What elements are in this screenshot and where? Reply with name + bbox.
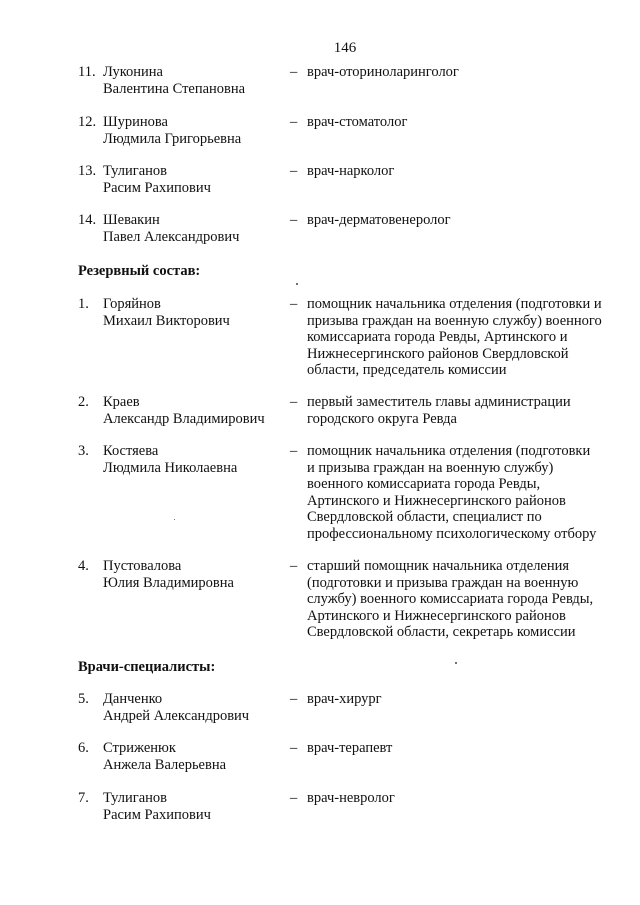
person-role: врач-нарколог [307, 163, 395, 179]
person-role: врач-оториноларинголог [307, 64, 459, 80]
person-name: Шуринова Людмила Григорьевна [103, 114, 242, 147]
person-name: Тулиганов Расим Рахипович [103, 790, 211, 823]
person-role: помощник начальника отделения (подготовки и призыва граждан на военную службу) военного комиссариата города Ревды, Артинского и Нижнесергинского районов Свердловской области, председатель комиссии [307, 296, 602, 378]
entry-number: 12. [78, 114, 97, 130]
dash-separator: – [290, 691, 298, 707]
dash-separator: – [290, 558, 298, 574]
dash-separator: – [290, 790, 298, 806]
person-role: врач-терапевт [307, 740, 393, 756]
person-name: Горяйнов Михаил Викторович [103, 296, 230, 329]
dash-separator: – [290, 394, 298, 410]
entry-number: 7. [78, 790, 89, 806]
dash-separator: – [290, 64, 298, 80]
person-name: Данченко Андрей Александрович [103, 691, 250, 724]
person-role: помощник начальника отделения (подготовки и призыва граждан на военную службу) военного комиссариата города Ревды, Артинского и Нижнесергинского районов Свердловской области, специалист по профессиональному психологическому отбору [307, 443, 597, 542]
dash-separator: – [290, 443, 298, 459]
entry-number: 13. [78, 163, 97, 179]
scan-speck [296, 283, 298, 285]
dash-separator: – [290, 296, 298, 312]
section-heading-reserve: Резервный состав: [78, 263, 201, 279]
entry-number: 2. [78, 394, 89, 410]
dash-separator: – [290, 114, 298, 130]
person-name: Костяева Людмила Николаевна [103, 443, 238, 476]
person-role: врач-дерматовенеролог [307, 212, 451, 228]
entry-number: 3. [78, 443, 89, 459]
person-name: Луконина Валентина Степановна [103, 64, 246, 97]
person-role: врач-невролог [307, 790, 395, 806]
person-role: врач-стоматолог [307, 114, 408, 130]
person-name: Тулиганов Расим Рахипович [103, 163, 211, 196]
person-role: старший помощник начальника отделения (подготовки и призыва граждан на военную службу) военного комиссариата города Ревды, Артинского и Нижнесергинского районов Свердловской области, секретарь комиссии [307, 558, 594, 640]
scan-speck [455, 662, 457, 664]
entry-number: 4. [78, 558, 89, 574]
person-role: врач-хирург [307, 691, 382, 707]
entry-number: 6. [78, 740, 89, 756]
entry-number: 5. [78, 691, 89, 707]
entry-number: 14. [78, 212, 97, 228]
scan-speck [174, 519, 175, 520]
page-number: 146 [333, 40, 357, 56]
section-heading-doctors: Врачи-специалисты: [78, 659, 216, 675]
entry-number: 1. [78, 296, 89, 312]
dash-separator: – [290, 212, 298, 228]
entry-number: 11. [78, 64, 96, 80]
dash-separator: – [290, 163, 298, 179]
person-name: Краев Александр Владимирович [103, 394, 265, 427]
person-name: Пустовалова Юлия Владимировна [103, 558, 234, 591]
person-name: Стриженюк Анжела Валерьевна [103, 740, 227, 773]
dash-separator: – [290, 740, 298, 756]
person-role: первый заместитель главы администрации городского округа Ревда [307, 394, 571, 427]
person-name: Шевакин Павел Александрович [103, 212, 240, 245]
